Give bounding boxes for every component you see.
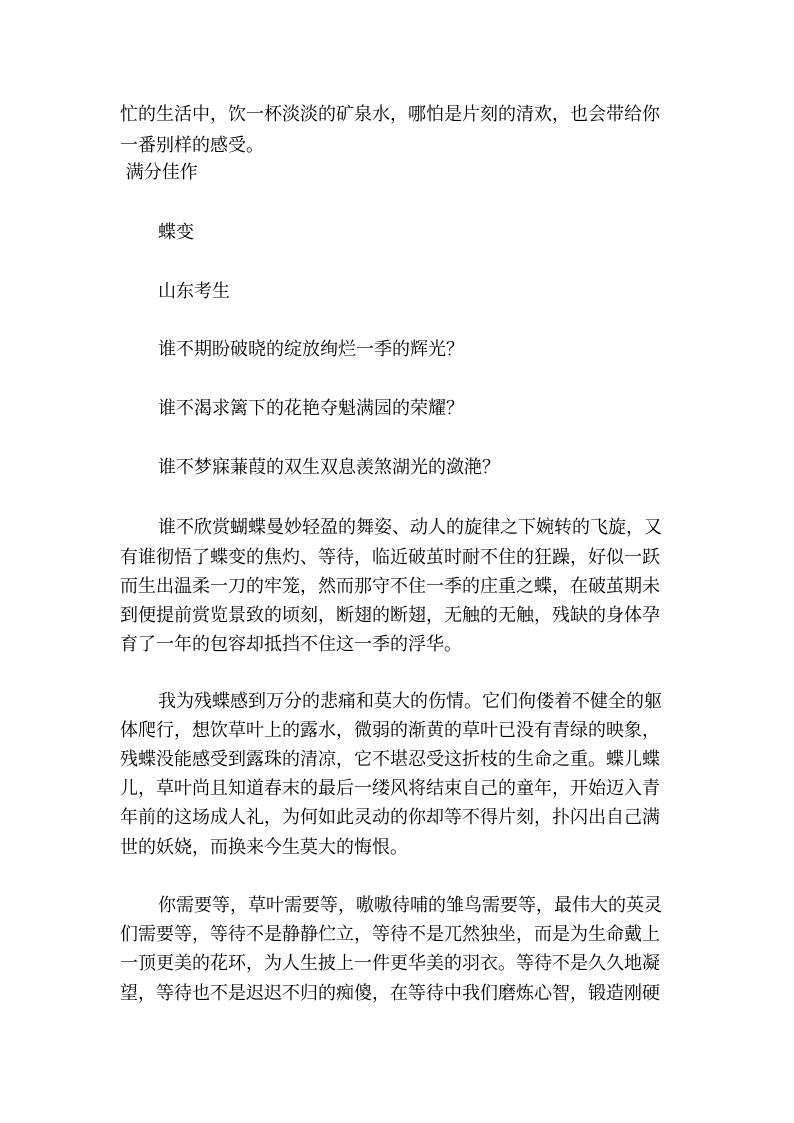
text-line: 谁不渴求篱下的花艳夺魁满园的荣耀？ — [158, 398, 464, 419]
text-line: 们需要等，等待不是静静伫立，等待不是兀然独坐，而是为生命戴上 — [120, 924, 660, 945]
text-line: 体爬行，想饮草叶上的露水，微弱的渐黄的草叶已没有青绿的映象， — [120, 720, 660, 741]
text-line: 年前的这场成人礼，为何如此灵动的你却等不得片刻，扑闪出自己满 — [120, 807, 660, 828]
text-line: 一顶更美的花环，为人生披上一件更华美的羽衣。等待不是久久地凝 — [120, 953, 660, 974]
text-line: 忙的生活中，饮一杯淡淡的矿泉水，哪怕是片刻的清欢，也会带给你 — [120, 104, 660, 125]
text-line: 而生出温柔一刀的牢笼，然而那守不住一季的庄重之蝶，在破茧期未 — [120, 576, 660, 597]
essay-author: 山东考生 — [158, 281, 230, 302]
text-line: 我为残蝶感到万分的悲痛和莫大的伤情。它们佝偻着不健全的躯 — [158, 691, 662, 712]
text-line: 儿，草叶尚且知道春末的最后一缕风将结束自己的童年，开始迈入青 — [120, 778, 660, 799]
text-line: 到便提前赏览景致的顷刻，断翅的断翅，无触的无触，残缺的身体孕 — [120, 605, 660, 626]
text-line: 你需要等，草叶需要等，嗷嗷待哺的雏鸟需要等，最伟大的英灵 — [158, 895, 662, 916]
essay-title: 蝶变 — [158, 222, 194, 243]
text-line: 一番别样的感受。 — [120, 135, 264, 156]
text-line: 谁不期盼破晓的绽放绚烂一季的辉光？ — [158, 339, 464, 360]
text-line: 谁不梦寐蒹葭的双生双息羡煞湖光的潋滟？ — [158, 457, 500, 478]
text-line: 望，等待也不是迟迟不归的痴傻，在等待中我们磨炼心智，锻造刚硬 — [120, 983, 660, 1004]
text-line: 谁不欣赏蝴蝶曼妙轻盈的舞姿、动人的旋律之下婉转的飞旋，又 — [158, 517, 662, 538]
section-heading: 满分佳作 — [120, 162, 198, 183]
text-line: 育了一年的包容却抵挡不住这一季的浮华。 — [120, 634, 462, 655]
text-line: 残蝶没能感受到露珠的清凉，它不堪忍受这折枝的生命之重。蝶儿蝶 — [120, 749, 660, 770]
text-line: 世的妖娆，而换来今生莫大的悔恨。 — [120, 837, 408, 858]
text-line: 有谁彻悟了蝶变的焦灼、等待，临近破茧时耐不住的狂躁，好似一跃 — [120, 547, 660, 568]
